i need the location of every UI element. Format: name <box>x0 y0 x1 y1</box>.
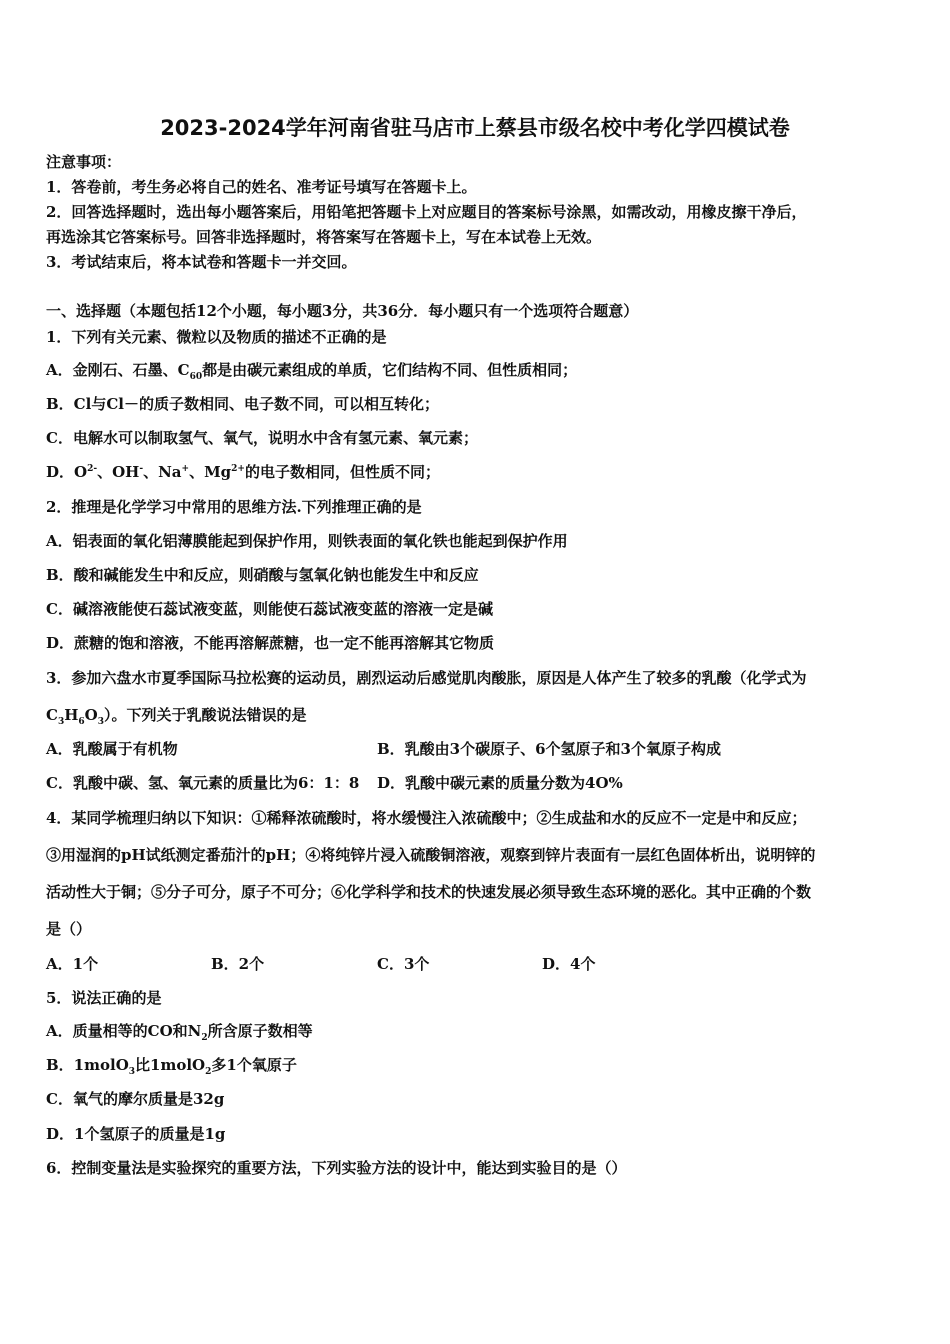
q2-option-c: C．碱溶液能使石蕊试液变蓝，则能使石蕊试液变蓝的溶液一定是碱 <box>46 600 493 618</box>
q4-option-c: C．3个 <box>377 955 430 973</box>
q3-option-a: A．乳酸属于有机物 <box>46 740 178 758</box>
q5-option-a <box>46 1021 313 1041</box>
q1-d-text-end: 的电子数相同，但性质不同； <box>244 463 440 481</box>
q2-option-b: B．酸和碱能发生中和反应，则硝酸与氢氧化钠也能发生中和反应 <box>46 566 479 584</box>
q5-a-text: A．质量相等的CO和N <box>46 1022 202 1040</box>
q2-stem: 2．推理是化学学习中常用的思维方法.下列推理正确的是 <box>46 498 422 516</box>
q1-d-text-4: 、Mg <box>189 463 232 481</box>
q3-stem-line1: 3．参加六盘水市夏季国际马拉松赛的运动员，剧烈运动后感觉肌肉酸胀，原因是人体产生了较多的乳酸（化学式为 <box>46 669 807 687</box>
q2-option-d: D．蔗糖的饱和溶液，不能再溶解蔗糖，也一定不能再溶解其它物质 <box>46 634 495 652</box>
q4-option-a: A．1个 <box>46 955 99 973</box>
q1-option-d <box>46 462 440 482</box>
q1-a-text-end: 都是由碳元素组成的单质，它们结构不同、但性质相同； <box>202 361 578 379</box>
q4-option-b: B．2个 <box>211 955 265 973</box>
q1-option-b: B．Cl与Cl－的质子数相同、电子数不同，可以相互转化； <box>46 395 439 413</box>
q5-b-subscript-2: 2 <box>205 1067 212 1077</box>
q1-option-c: C．电解水可以制取氢气、氧气，说明水中含有氢元素、氧元素； <box>46 429 478 447</box>
q5-a-subscript: 2 <box>201 1033 208 1043</box>
q3-option-b: B．乳酸由3个碳原子、6个氢原子和3个氧原子构成 <box>377 740 721 758</box>
q5-a-text-end: 所含原子数相等 <box>207 1022 313 1040</box>
q4-stem-line2: ③用湿润的pH试纸测定番茄汁的pH；④将纯锌片浸入硫酸铜溶液，观察到锌片表面有一层红色固体析出，说明锌的 <box>46 846 816 864</box>
q4-stem-line4: 是（） <box>46 920 92 938</box>
q5-b-text-end: 多1个氧原子 <box>211 1056 297 1074</box>
q5-option-b <box>46 1055 297 1075</box>
q3-formula-h-sub: 6 <box>78 717 85 727</box>
q4-stem-line1: 4．某同学梳理归纳以下知识：①稀释浓硫酸时，将水缓慢注入浓硫酸中；②生成盐和水的反应不一定是中和反应； <box>46 809 807 827</box>
section-heading: 一、选择题（本题包括12个小题，每小题3分，共36分．每小题只有一个选项符合题意） <box>46 302 639 320</box>
q3-formula-o: O <box>84 706 98 724</box>
q1-d-text-3: 、Na <box>143 463 182 481</box>
q2-option-a: A．铝表面的氧化铝薄膜能起到保护作用，则铁表面的氧化铁也能起到保护作用 <box>46 532 568 550</box>
q3-option-c: C．乳酸中碳、氢、氧元素的质量比为6：1：8 <box>46 774 360 792</box>
q1-stem: 1．下列有关元素、微粒以及物质的描述不正确的是 <box>46 328 387 346</box>
q3-stem-line2 <box>46 705 307 725</box>
notice-item-2-cont: 再选涂其它答案标号。回答非选择题时，将答案写在答题卡上，写在本试卷上无效。 <box>46 228 602 246</box>
q1-d-sup-2: - <box>139 464 144 474</box>
q1-d-sup-4: 2+ <box>231 464 245 474</box>
q1-d-sup-1: 2- <box>87 464 98 474</box>
q4-option-d: D．4个 <box>542 955 596 973</box>
q5-stem: 5．说法正确的是 <box>46 989 162 1007</box>
q5-b-subscript-1: 3 <box>128 1067 136 1077</box>
q5-option-d: D．1个氢原子的质量是1g <box>46 1125 226 1143</box>
q3-formula-c: C <box>46 706 58 724</box>
q1-d-text: D．O <box>46 463 88 481</box>
q1-a-text: A．金刚石、石墨、C <box>46 361 190 379</box>
q1-d-text-2: 、OH <box>97 463 140 481</box>
notice-heading: 注意事项： <box>46 153 122 171</box>
q1-option-a <box>46 360 577 380</box>
q1-d-sup-3: + <box>181 464 190 474</box>
notice-item-2: 2．回答选择题时，选出每小题答案后，用铅笔把答题卡上对应题目的答案标号涂黑，如需改动，用橡皮擦干净后， <box>46 203 807 221</box>
q4-stem-line3: 活动性大于铜；⑤分子可分，原子不可分；⑥化学科学和技术的快速发展必须导致生态环境的恶化。其中正确的个数 <box>46 883 812 901</box>
q3-option-d: D．乳酸中碳元素的质量分数为4O% <box>377 774 623 792</box>
q1-a-subscript: 60 <box>189 372 203 382</box>
q3-formula-o-sub: 3 <box>97 717 105 727</box>
q5-b-text: B．1molO <box>46 1056 129 1074</box>
exam-title: 2023-2024学年河南省驻马店市上蔡县市级名校中考化学四模试卷 <box>160 116 790 140</box>
notice-item-3: 3．考试结束后，将本试卷和答题卡一并交回。 <box>46 253 357 271</box>
q6-stem: 6．控制变量法是实验探究的重要方法，下列实验方法的设计中，能达到实验目的是（） <box>46 1159 627 1177</box>
q3-formula-c-sub: 3 <box>57 717 65 727</box>
notice-item-1: 1．答卷前，考生务必将自己的姓名、准考证号填写在答题卡上。 <box>46 178 477 196</box>
q5-option-c: C．氧气的摩尔质量是32g <box>46 1090 225 1108</box>
q3-stem-end: ）。下列关于乳酸说法错误的是 <box>104 706 307 724</box>
q5-b-text-2: 比1molO <box>135 1056 206 1074</box>
q3-formula-h: H <box>64 706 79 724</box>
